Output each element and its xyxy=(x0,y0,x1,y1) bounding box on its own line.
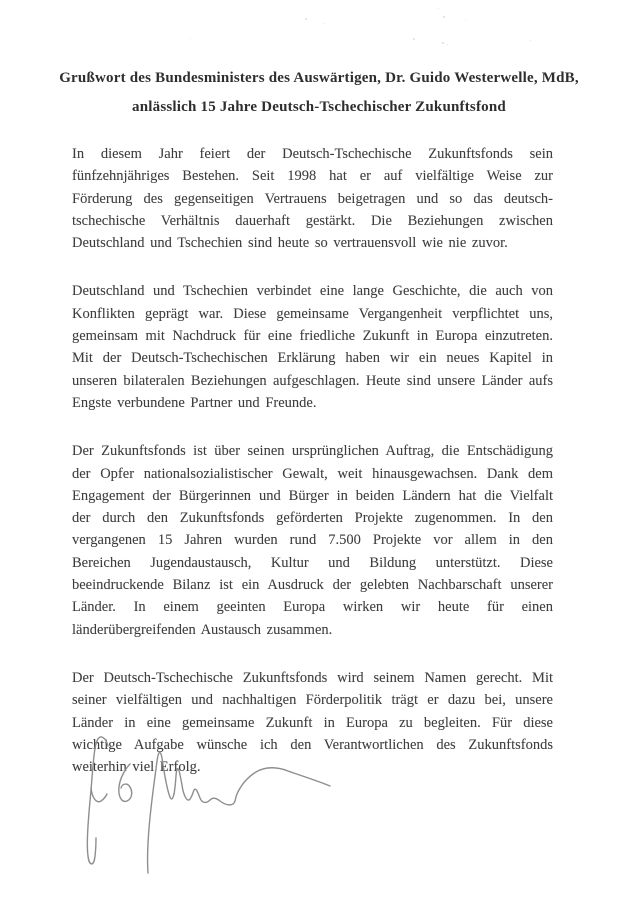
handwritten-signature-icon xyxy=(72,727,352,887)
document-title xyxy=(0,0,638,122)
paragraph-4: Der Deutsch-Tschechische Zukunftsfonds wird seinem Namen gerecht. Mit seiner vielfältigen und nachhaltigen Förderpolitik trägt er dazu bei, unsere Länder in eine gemeinsame Zukunft in Europa zu begleiten. Für diese wichtige Aufgabe wünsche ich den Verantwortlichen des Zukunftsfonds weiterhin viel Erfolg. xyxy=(72,669,553,776)
title-line-1: Grußwort des Bundesministers des Auswärtigen, Dr. Guido Westerwelle, MdB, xyxy=(59,70,579,86)
letter-body xyxy=(0,143,638,778)
paragraph-1: In diesem Jahr feiert der Deutsch-Tschechische Zukunftsfonds sein fünfzehnjähriges Bestehen. Seit 1998 hat er auf vielfältige Weise zur Förderung des gegenseitigen Vertrauens beigetragen und so das deutsch-tschechische Verhältnis dauerhaft gestärkt. Die Beziehungen zwischen Deutschland und Tschechien sind heute so vertrauensvoll wie nie zuvor. xyxy=(72,146,553,252)
paragraph-2: Deutschland und Tschechien verbindet eine lange Geschichte, die auch von Konflikten geprägt war. Diese gemeinsame Vergangenheit verpflichtet uns, gemeinsam mit Nachdruck für eine friedliche Zukunft in Europa einzutreten. Mit der Deutsch-Tschechischen Erklärung haben wir ein neues Kapitel in unseren bilateralen Beziehungen aufgeschlagen. Heute sind unsere Länder aufs Engste verbundene Partner und Freunde. xyxy=(72,283,553,411)
paragraph-3: Der Zukunftsfonds ist über seinen ursprünglichen Auftrag, die Entschädigung der Opfer nationalsozialistischer Gewalt, weit hinausgewachsen. Dank dem Engagement der Bürgerinnen und Bürger in beiden Ländern hat die Vielfalt der durch den Zukunftsfonds geförderten Projekte zugenommen. In den vergangenen 15 Jahren wurden rund 7.500 Projekte vor allem in den Bereichen Jugendaustausch, Kultur und Bildung unterstützt. Diese beeindruckende Bilanz ist ein Ausdruck der gelebten Nachbarschaft unserer Länder. In einem geeinten Europa wirken wir heute für einen länderübergreifenden Austausch zusammen. xyxy=(72,443,553,638)
title-line-2: anlässlich 15 Jahre Deutsch-Tschechischer Zukunftsfond xyxy=(132,99,506,115)
